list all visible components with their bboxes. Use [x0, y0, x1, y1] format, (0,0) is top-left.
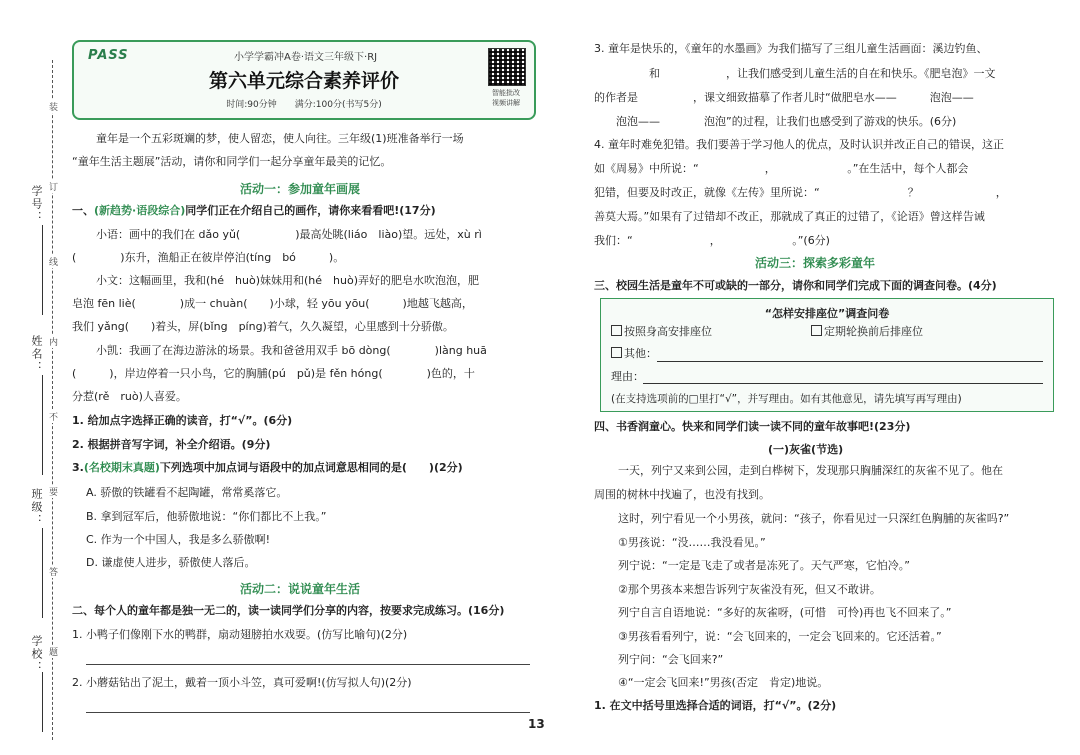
- story-line: ①男孩说：“没……我没看见。”: [618, 536, 766, 549]
- story-line: ②那个男孩本来想告诉列宁灰雀没有死，但又不敢讲。: [618, 583, 881, 596]
- survey-title: “怎样安排座位”调查问卷: [764, 307, 890, 320]
- qr-label-line-2: 视频讲解: [492, 99, 520, 107]
- binding-mark: 题: [49, 645, 58, 658]
- sub-question-3-number: 3.: [72, 461, 84, 474]
- exam-meta: 时间:90分钟 满分:100分(书写5分): [226, 100, 382, 110]
- passage-line: 分惹(rě ruò)人喜爱。: [72, 390, 187, 403]
- checkbox-icon[interactable]: [811, 325, 822, 336]
- survey-option-label: 定期轮换前后排座位: [824, 325, 923, 338]
- checkbox-icon[interactable]: [611, 347, 622, 358]
- sub-question-3-text: 下列选项中加点词与语段中的加点词意思相同的是( )(2分): [159, 461, 463, 474]
- sub-question-1: 1. 给加点字选择正确的读音，打“√”。(6分): [72, 414, 293, 427]
- answer-line[interactable]: [86, 664, 530, 665]
- binding-mark: 订: [49, 180, 58, 193]
- story-line: 这时，列宁看见一个小男孩，就问：“孩子，你看见过一只深红色胸脯的灰雀吗?”: [618, 512, 1010, 525]
- qr-code-icon[interactable]: [488, 48, 526, 86]
- story-question-1: 1. 在文中括号里选择合适的词语，打“√”。(2分): [594, 699, 837, 712]
- option-d[interactable]: D. 谦虚使人进步，骄傲使人落后。: [86, 556, 256, 569]
- passage-line: ( )东升，渔船正在彼岸停泊(tíng bó )。: [72, 251, 345, 264]
- passage-line: 皂泡 fēn liè( )成一 chuàn( )小球，轻 yōu yōu( )地越飞越高，: [72, 297, 473, 310]
- question-4-line: 犯错，但要及时改正，就像《左传》里所说：“ ？ ，: [594, 186, 1007, 199]
- class-field[interactable]: [42, 528, 43, 618]
- activity-2-heading: 活动二：说说童年生活: [240, 582, 361, 596]
- story-line: 周围的树林中找遍了，也没有找到。: [594, 488, 770, 501]
- question-1-heading: [72, 204, 436, 218]
- section-4-heading: 四、书香润童心。快来和同学们读一读不同的童年故事吧!(23分): [594, 420, 911, 433]
- qr-label-line-1: 智能批改: [492, 89, 520, 97]
- intro-line-2: “童年生活主题展”活动，请你和同学们一起分享童年最美的记忆。: [72, 155, 392, 168]
- question-3-line: 3. 童年是快乐的，《童年的水墨画》为我们描写了三组儿童生活画面：溪边钓鱼、: [594, 42, 988, 55]
- passage-line: 小凯：我画了在海边游泳的场景。我和爸爸用双手 bō dòng( )làng huā: [96, 344, 487, 357]
- story-line: 列宁自言自语地说：“多好的灰雀呀，(可惜 可怜)再也飞不回来了。”: [618, 606, 952, 619]
- question-1-number: 一、: [72, 204, 94, 217]
- survey-option-other[interactable]: [611, 347, 657, 361]
- name-field[interactable]: [42, 375, 43, 475]
- sub-question-3: [72, 461, 463, 475]
- survey-option-height[interactable]: [611, 325, 712, 339]
- survey-box: [600, 298, 1054, 412]
- binding-dashed-line: [52, 60, 53, 740]
- school-label: 学校：: [30, 635, 43, 674]
- sub-question-2: 2. 根据拼音写字词，补全介绍语。(9分): [72, 438, 271, 451]
- binding-mark: 线: [49, 255, 58, 268]
- question-4-line: 我们：“ ， 。”(6分): [594, 234, 830, 247]
- exam-header: [72, 40, 536, 120]
- question-4-line: 善莫大焉。”如果有了过错却不改正，那就成了真正的过错了，《论语》曾这样告诫: [594, 210, 985, 223]
- class-label: 班级：: [30, 488, 43, 527]
- option-b[interactable]: B. 拿到冠军后，他骄傲地说：“你们都比不上我。”: [86, 510, 327, 523]
- activity-1-heading: 活动一：参加童年画展: [240, 182, 361, 196]
- option-c[interactable]: C. 作为一个中国人，我是多么骄傲啊!: [86, 533, 271, 546]
- survey-option-rotate[interactable]: [811, 325, 923, 339]
- passage-line: ( )，岸边停着一只小鸟，它的胸脯(pú pǔ)是 fěn hóng( )色的，十: [72, 367, 475, 380]
- page-title: 第六单元综合素养评价: [208, 70, 399, 92]
- binding-mark: 要: [49, 485, 58, 498]
- question-3-line: 的作者是 ，课文细致描摹了作者儿时“做肥皂水—— 泡泡——: [594, 91, 985, 104]
- survey-option-label: 其他：: [624, 347, 657, 360]
- binding-mark: 答: [49, 565, 58, 578]
- question-3-line: 和 ，让我们感受到儿童生活的自在和快乐。《肥皂泡》一文: [594, 67, 996, 80]
- series-title: 小学学霸冲A卷·语文三年级下·RJ: [234, 52, 378, 63]
- story-line: 列宁问：“会飞回来?”: [618, 653, 724, 666]
- question-1-text: 同学们正在介绍自己的画作，请你来看看吧!(17分): [185, 204, 436, 217]
- story-line: ④“一定会飞回来!”男孩(否定 肯定)地说。: [618, 676, 829, 689]
- qr-label: [480, 88, 532, 108]
- question-3-line: 泡泡—— 泡泡”的过程，让我们也感受到了游戏的快乐。(6分): [594, 115, 957, 128]
- question-2-heading: 二、每个人的童年都是独一无二的，读一读同学们分享的内容，按要求完成练习。(16分): [72, 604, 505, 617]
- question-2-2: 2. 小蘑菇钻出了泥土，戴着一顶小斗笠，真可爱啊!(仿写拟人句)(2分): [72, 676, 412, 689]
- sub-question-3-tag: (名校期末真题): [83, 461, 160, 474]
- checkbox-icon[interactable]: [611, 325, 622, 336]
- school-field[interactable]: [42, 672, 43, 732]
- student-id-label: 学号：: [30, 185, 43, 224]
- story-line: 列宁说：“一定是飞走了或者是冻死了。天气严寒，它怕冷。”: [618, 559, 910, 572]
- passage-line: 小语：画中的我们在 dǎo yǔ( )最高处眺(liáo liào)望。远处，xù rì: [96, 228, 482, 241]
- binding-strip: [0, 0, 62, 755]
- section-3-heading: 三、校园生活是童年不可或缺的一部分，请你和同学们完成下面的调查问卷。(4分): [594, 279, 997, 292]
- other-input-line[interactable]: [657, 361, 1043, 362]
- passage-line: 小文：这幅画里，我和(hé huò)妹妹用和(hé huò)弄好的肥皂水吹泡泡，肥: [96, 274, 479, 287]
- activity-3-heading: 活动三：探索多彩童年: [755, 256, 876, 270]
- pass-logo: PASS: [88, 48, 129, 63]
- story-line: ③男孩看看列宁，说：“会飞回来的，一定会飞回来的。它还活着。”: [618, 630, 942, 643]
- reason-label: 理由：: [611, 370, 644, 383]
- question-2-1: 1. 小鸭子们像刚下水的鸭群，扇动翅膀拍水戏耍。(仿写比喻句)(2分): [72, 628, 408, 641]
- passage-line: 我们 yǎng( )着头，屏(bǐng píng)着气，久久凝望，心里感到十分骄傲。: [72, 320, 454, 333]
- intro-line-1: 童年是一个五彩斑斓的梦，使人留恋，使人向往。三年级(1)班准备举行一场: [96, 132, 464, 145]
- question-4-line: 4. 童年时难免犯错。我们要善于学习他人的优点，及时认识并改正自己的错误，这正: [594, 138, 1004, 151]
- name-label: 姓名：: [30, 335, 43, 374]
- binding-mark: 不: [49, 410, 58, 423]
- story-title: (一)灰雀(节选): [768, 443, 844, 456]
- page-number: 13: [528, 717, 545, 731]
- binding-mark: 内: [49, 335, 58, 348]
- question-1-tag: (新趋势·语段综合): [94, 204, 186, 217]
- student-id-field[interactable]: [42, 225, 43, 315]
- binding-mark: 装: [49, 100, 58, 113]
- survey-note: (在支持选项前的□里打“√”，并写理由。如有其他意见，请先填写再写理由): [611, 393, 962, 405]
- answer-line[interactable]: [86, 712, 530, 713]
- story-line: 一天，列宁又来到公园，走到白桦树下，发现那只胸脯深红的灰雀不见了。他在: [618, 464, 1003, 477]
- survey-option-label: 按照身高安排座位: [624, 325, 712, 338]
- option-a[interactable]: A. 骄傲的铁罐看不起陶罐，常常奚落它。: [86, 486, 288, 499]
- question-4-line: 如《周易》中所说：“ ， 。”在生活中，每个人都会: [594, 162, 969, 175]
- reason-input-line[interactable]: [643, 383, 1043, 384]
